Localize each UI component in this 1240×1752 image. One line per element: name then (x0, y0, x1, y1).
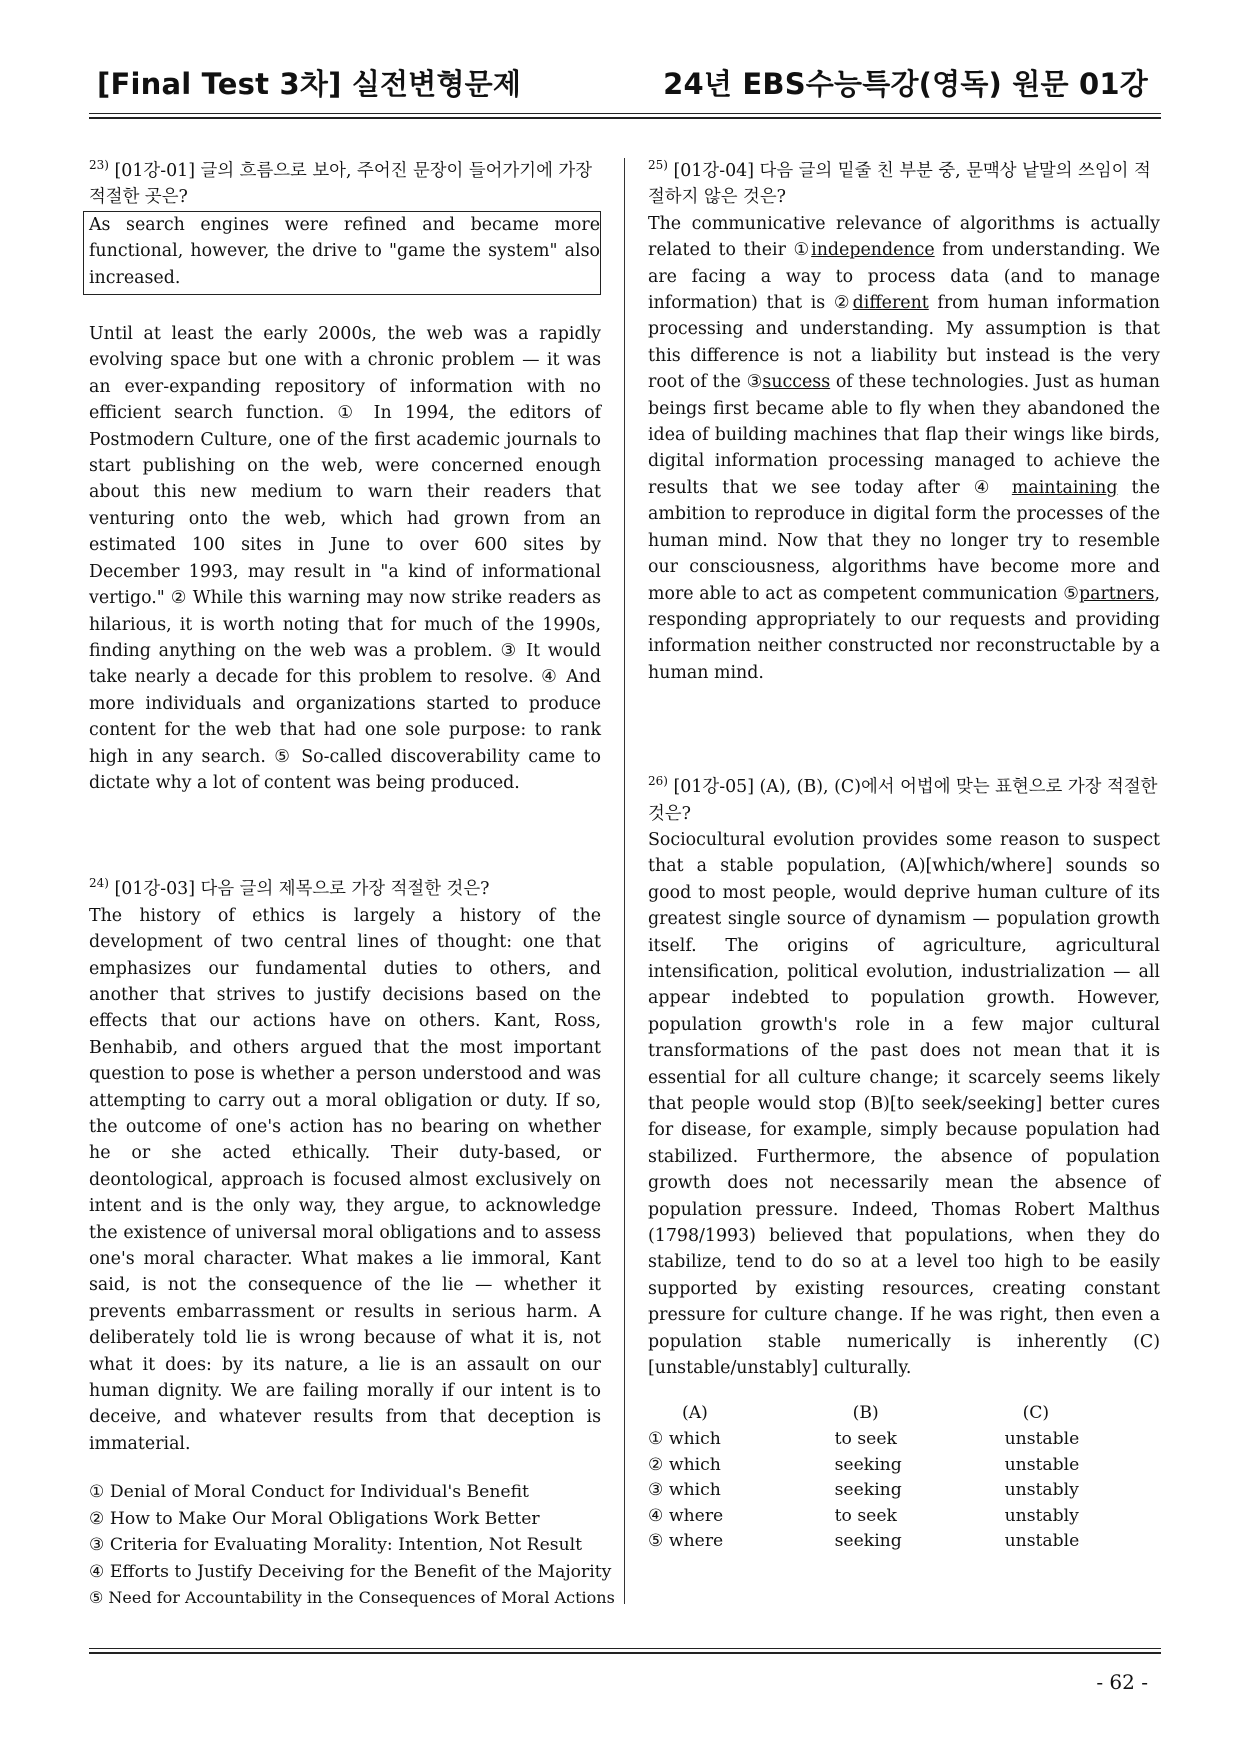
question-25-passage (648, 211, 1160, 686)
question-23-number: 23) (89, 158, 109, 173)
passage-segment: of these technologies. Just as human beings first became able to fly when they abandoned the idea of building machines that flap their wings like birds, digital information processing managed to achieve the results that we see today after (648, 372, 1160, 498)
row-3-b: seeking (834, 1480, 902, 1501)
question-26-number: 26) (648, 774, 668, 789)
row-3-a: ③ which (648, 1480, 721, 1501)
row-1-b: to seek (834, 1429, 897, 1450)
option-5: ⑤ Need for Accountability in the Consequences of Moral Actions (89, 1587, 615, 1607)
question-24-passage: The history of ethics is largely a history of the development of two central lines of thought: one that emphasizes our fundamental duties to others, and another that strives to justify decisions based on the effects that our actions have on others. Kant, Ross, Benhabib, and others argued that the most important question to pose is whether a person understood and was attempting to carry out a moral obligation or duty. If so, the outcome of one's action has no bearing on whether he or she acted ethically. Their duty-based, or deontological, approach is focused almost exclusively on intent and is the only way, they argue, to acknowledge the existence of universal moral obligations and to assess one's moral character. What makes a lie immoral, Kant said, is not the consequence of the lie — whether it prevents embarrassment or results in serious harm. A deliberately told lie is wrong because of what it is, not what it does: by its nature, a lie is an assault on our human dignity. We are failing morally if our intent is to deceive, and whatever results from that deception is immaterial. (89, 905, 601, 1454)
header-b: (B) (852, 1403, 879, 1424)
underlined-word-2: different (852, 293, 929, 314)
question-24-stem-text: [01강-03] 다음 글의 제목으로 가장 적절한 것은? (114, 879, 490, 900)
underlined-word-1: independence (811, 240, 935, 261)
question-25-stem-text: [01강-04] 다음 글의 밑줄 친 부분 중, 문맥상 낱말의 쓰임이 적절하지 않은 것은? (648, 161, 1151, 208)
passage-segment: from understanding. We are facing a way to process data (and to manage information) that is (648, 240, 1160, 314)
option-3: ③ Criteria for Evaluating Morality: Intention, Not Result (89, 1535, 583, 1556)
passage-segment: from human information processing and understanding. My assumption is that this difference is not a liability but instead is the very root of the (648, 293, 1160, 393)
header-rule-top (89, 113, 1161, 114)
option-1: ① Denial of Moral Conduct for Individual's Benefit (89, 1482, 529, 1503)
answer-table (648, 1401, 1160, 1555)
marker-5: ⑤ (1063, 583, 1079, 604)
question-25-stem (648, 158, 1160, 211)
answer-row (648, 1453, 1160, 1479)
question-24-stem (89, 876, 601, 902)
question-24 (89, 876, 615, 1611)
source-title: 24년 EBS수능특강(영독) 원문 01강 (663, 67, 1148, 101)
footer-rule-top (89, 1648, 1161, 1649)
question-26 (648, 774, 1160, 1555)
footer-rule-bottom (89, 1652, 1161, 1654)
option-2: ② How to Make Our Moral Obligations Work Better (89, 1508, 540, 1529)
underlined-word-5: partners (1078, 583, 1155, 604)
exam-title: [Final Test 3차] 실전변형문제 (97, 67, 522, 101)
question-23-stem-text: [01강-01] 글의 흐름으로 보아, 주어진 문장이 들어가기에 가장 적절한 곳은? (89, 161, 592, 208)
row-2-a: ② which (648, 1454, 721, 1475)
row-1-a: ① which (648, 1429, 721, 1450)
question-26-stem (648, 774, 1160, 827)
question-25 (648, 158, 1160, 686)
marker-3: ③ (746, 372, 763, 393)
question-23-stem (89, 158, 601, 211)
row-5-c: unstable (1004, 1531, 1080, 1552)
passage-segment: The communicative relevance of algorithms is actually related to their (648, 213, 1160, 261)
marker-1: ① (793, 240, 812, 261)
row-5-b: seeking (834, 1531, 902, 1552)
question-26-passage: Sociocultural evolution provides some reason to suspect that a stable population, (A)[which/where] sounds so good to most people, would deprive human culture of its greatest single source of dynamism — population growth itself. The origins of agriculture, agricultural intensification, political evolution, industrialization — all appear indebted to population growth. However, population growth's role in a few major cultural transformations of the past does not mean that it is essential for all culture change; it scarcely seems likely that people would stop (B)[to seek/seeking] better cures for disease, for example, simply because population had stabilized. Furthermore, the absence of population growth does not necessarily mean the absence of population pressure. Indeed, Thomas Robert Malthus (1798/1993) believed that populations, when they do stabilize, tend to do so at a level too high to be easily supported by existing resources, creating constant pressure for culture change. If he was right, then even a population stable numerically is inherently (C)[unstable/unstably] culturally. (648, 829, 1160, 1379)
row-4-a: ④ where (648, 1505, 724, 1526)
question-25-number: 25) (648, 158, 668, 173)
row-4-c: unstably (1004, 1505, 1079, 1526)
underlined-word-4: maintaining (1011, 477, 1118, 498)
marker-4: ④ (973, 477, 998, 498)
answer-table-header (648, 1401, 1160, 1427)
passage-segment: the ambition to reproduce in digital form the processes of the human mind. Now that they no longer try to resemble our consciousness, algorithms have become more and more able to act as competent communication (648, 477, 1160, 604)
answer-row (648, 1529, 1160, 1555)
row-1-c: unstable (1004, 1429, 1080, 1450)
given-sentence-box (83, 211, 601, 295)
underlined-word-3: success (762, 372, 831, 393)
question-26-stem-text: [01강-05] (A), (B), (C)에서 어법에 맞는 표현으로 가장 적절한 것은? (648, 777, 1158, 824)
answer-row (648, 1427, 1160, 1453)
row-5-a: ⑤ where (648, 1531, 724, 1552)
header-a: (A) (682, 1403, 708, 1424)
row-4-b: to seek (834, 1505, 897, 1526)
right-column (648, 158, 1160, 1555)
header-c: (C) (1022, 1403, 1050, 1424)
question-23 (89, 158, 601, 796)
row-2-b: seeking (834, 1454, 902, 1475)
page-number: - 62 - (1096, 1670, 1148, 1694)
passage-segment: , responding appropriately to our requests and providing information neither constructed nor reconstructable by a human mind. (648, 583, 1161, 683)
left-column (89, 158, 615, 1611)
question-24-number: 24) (89, 876, 109, 891)
marker-2: ② (833, 293, 853, 314)
question-23-passage: Until at least the early 2000s, the web was a rapidly evolving space but one with a chronic problem — it was an ever-expanding repository of information with no efficient search function. ① In 1994, the editors of Postmodern Culture, one of the first academic journals to start publishing on the web, were concerned enough about this new medium to warn their readers that venturing onto the web, which had grown from an estimated 100 sites in June to over 600 sites by December 1993, may result in "a kind of informational vertigo." ② While this warning may now strike readers as hilarious, it is worth noting that for much of the 1990s, finding anything on the web was a problem. ③ It would take nearly a decade for this problem to resolve. ④ And more individuals and organizations started to produce content for the web that had one sole purpose: to rank high in any search. ⑤ So-called discoverability came to dictate why a lot of content was being produced. (89, 324, 601, 793)
answer-row (648, 1478, 1160, 1504)
column-divider (624, 158, 625, 1604)
row-2-c: unstable (1004, 1454, 1080, 1475)
option-4: ④ Efforts to Justify Deceiving for the Benefit of the Majority (89, 1561, 612, 1582)
header-rule-bottom (89, 117, 1161, 119)
row-3-c: unstably (1004, 1480, 1079, 1501)
given-sentence: As search engines were refined and became more functional, however, the drive to "game the system" also increased. (89, 214, 600, 288)
answer-row (648, 1504, 1160, 1530)
